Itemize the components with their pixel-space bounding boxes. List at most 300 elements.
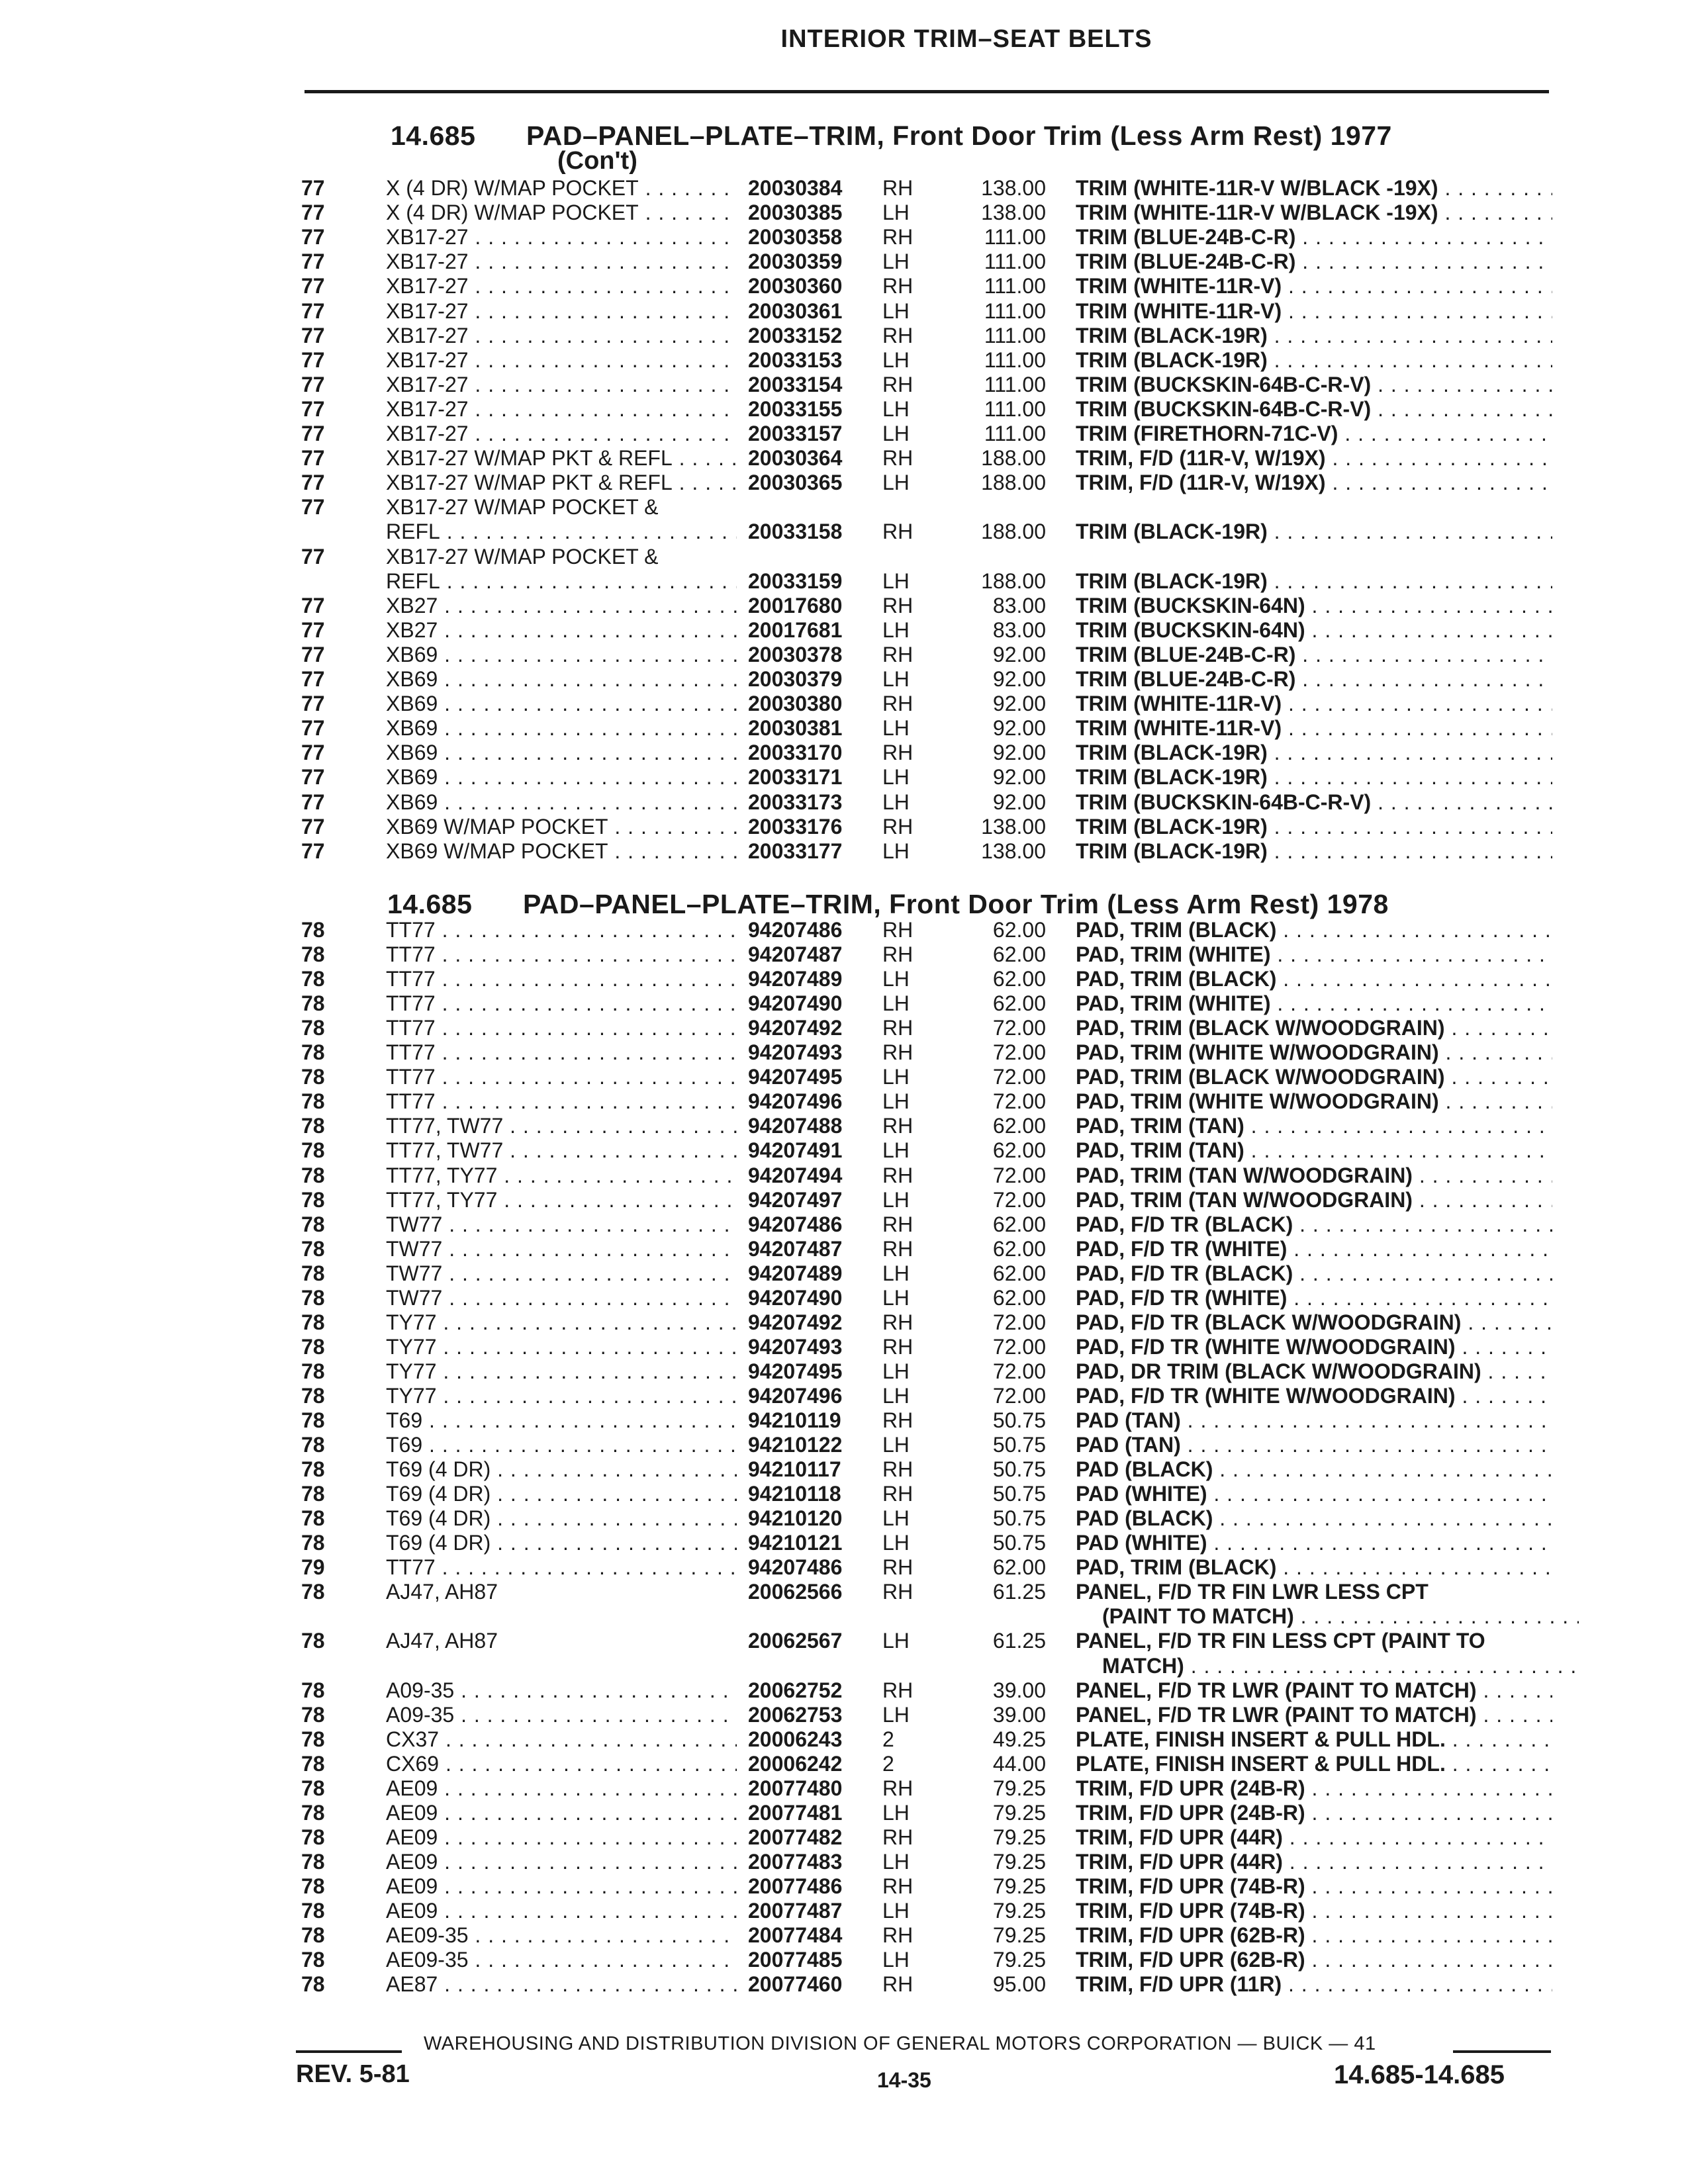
part-number: 94207493 <box>748 1040 843 1065</box>
group-range: 14.685-14.685 <box>1334 2060 1505 2089</box>
description: TRIM, F/D UPR (74B-R) . . . <box>1076 1899 1552 1923</box>
price: 72.00 <box>992 1310 1046 1334</box>
model-code: TT77 . . . <box>386 942 737 967</box>
description: TRIM (BLACK-19R) . . . <box>1076 741 1552 765</box>
description: TRIM (BLUE-24B-C-R) . . . <box>1076 250 1552 274</box>
table-row <box>0 422 1688 446</box>
model-code: T69 . . . <box>386 1408 737 1433</box>
price: 111.00 <box>984 298 1046 323</box>
description: PAD (WHITE) . . . <box>1076 1531 1552 1555</box>
model-code: AJ47, AH87 <box>386 1580 498 1604</box>
model-code: XB17-27 . . . <box>386 373 737 397</box>
side-qty: RH <box>882 1040 914 1065</box>
model-code: XB17-27 W/MAP POCKET & <box>386 544 659 569</box>
side-qty: RH <box>882 1310 914 1334</box>
table-row <box>0 1089 1688 1114</box>
part-number: 94207493 <box>748 1334 843 1359</box>
part-number: 94207495 <box>748 1359 843 1383</box>
model-code: X (4 DR) W/MAP POCKET . . . <box>386 201 737 225</box>
price: 111.00 <box>984 225 1046 250</box>
side-qty: RH <box>882 323 914 347</box>
model-year: 78 <box>301 1506 325 1531</box>
side-qty: LH <box>882 1506 910 1531</box>
part-number: 20030361 <box>748 298 843 323</box>
side-qty: RH <box>882 1457 914 1482</box>
description: TRIM, F/D UPR (11R) . . . <box>1076 1972 1552 1997</box>
price: 72.00 <box>992 1359 1046 1383</box>
model-code: AE87 . . . <box>386 1972 737 1997</box>
table-row <box>0 991 1688 1016</box>
description: PAD, TRIM (BLACK W/WOODGRAIN) . . . <box>1076 1065 1552 1089</box>
model-year: 78 <box>301 1114 325 1138</box>
table-row <box>0 397 1688 422</box>
description: TRIM (BLUE-24B-C-R) . . . <box>1076 643 1552 667</box>
description: PAD, F/D TR (WHITE W/WOODGRAIN) . . . <box>1076 1335 1552 1359</box>
description: PAD (BLACK) . . . <box>1076 1457 1552 1482</box>
model-year: 78 <box>301 1310 325 1334</box>
side-qty: RH <box>882 1212 914 1236</box>
table-row <box>0 1016 1688 1040</box>
model-code: XB69 . . . <box>386 765 737 790</box>
price: 62.00 <box>992 1212 1046 1236</box>
table-row <box>0 1972 1688 1997</box>
table-row <box>0 1825 1688 1850</box>
model-year: 79 <box>301 1555 325 1580</box>
model-code: TT77, TW77 . . . <box>386 1114 737 1138</box>
model-code: REFL . . . <box>386 520 737 544</box>
description: PAD, TRIM (BLACK) . . . <box>1076 967 1552 991</box>
side-qty: RH <box>882 446 914 471</box>
part-number: 94207494 <box>748 1163 843 1187</box>
description: TRIM (BLACK-19R) . . . <box>1076 839 1552 864</box>
part-number: 20030365 <box>748 471 843 495</box>
side-qty: RH <box>882 593 914 617</box>
price: 39.00 <box>992 1702 1046 1727</box>
side-qty: RH <box>882 1334 914 1359</box>
model-code: XB27 . . . <box>386 618 737 643</box>
model-year: 77 <box>301 593 325 617</box>
table-row <box>0 1874 1688 1899</box>
description: TRIM (BUCKSKIN-64B-C-R-V) . . . <box>1076 790 1552 815</box>
price: 62.00 <box>992 1285 1046 1310</box>
model-year: 78 <box>301 1016 325 1040</box>
model-code: TW77 . . . <box>386 1261 737 1286</box>
model-year: 78 <box>301 1899 325 1923</box>
model-year: 77 <box>301 298 325 323</box>
model-year: 78 <box>301 1138 325 1163</box>
price: 79.25 <box>992 1899 1046 1923</box>
price: 44.00 <box>992 1751 1046 1776</box>
page-header <box>305 25 1549 54</box>
price: 72.00 <box>992 1187 1046 1212</box>
price: 95.00 <box>992 1972 1046 1997</box>
table-row <box>0 299 1688 324</box>
side-qty: RH <box>882 1874 914 1898</box>
price: 72.00 <box>992 1334 1046 1359</box>
table-row <box>0 942 1688 967</box>
description: TRIM, F/D (11R-V, W/19X) . . . <box>1076 446 1552 471</box>
page-title: INTERIOR TRIM–SEAT BELTS <box>780 25 1152 53</box>
table-row <box>0 348 1688 373</box>
model-year: 78 <box>301 1212 325 1236</box>
model-year: 78 <box>301 1359 325 1383</box>
price: 92.00 <box>992 765 1046 790</box>
model-code: XB69 . . . <box>386 790 737 815</box>
model-year: 78 <box>301 1482 325 1506</box>
price: 188.00 <box>981 446 1046 471</box>
price: 72.00 <box>992 1065 1046 1089</box>
side-qty: LH <box>882 1531 910 1555</box>
table-row <box>0 446 1688 471</box>
description: TRIM (BLACK-19R) . . . <box>1076 815 1552 839</box>
model-year: 78 <box>301 1334 325 1359</box>
model-year: 77 <box>301 617 325 642</box>
side-qty: LH <box>882 1383 910 1408</box>
table-row <box>0 545 1688 569</box>
side-qty: LH <box>882 991 910 1016</box>
model-year: 77 <box>301 176 325 200</box>
model-code: TT77 . . . <box>386 1555 737 1580</box>
side-qty: LH <box>882 1359 910 1383</box>
model-code: TT77, TW77 . . . <box>386 1138 737 1163</box>
model-code: T69 (4 DR) . . . <box>386 1531 737 1555</box>
description: TRIM (BUCKSKIN-64N) . . . <box>1076 618 1552 643</box>
model-code: XB69 . . . <box>386 716 737 741</box>
model-code: AE09 . . . <box>386 1825 737 1850</box>
model-year: 78 <box>301 1702 325 1727</box>
side-qty: LH <box>882 617 910 642</box>
model-code: XB17-27 . . . <box>386 422 737 446</box>
model-year: 78 <box>301 1285 325 1310</box>
header-rule <box>305 90 1549 93</box>
description: PANEL, F/D TR FIN LWR LESS CPT <box>1076 1580 1429 1604</box>
price: 49.25 <box>992 1727 1046 1751</box>
model-code: CX69 . . . <box>386 1752 737 1776</box>
price: 138.00 <box>981 201 1046 225</box>
description: TRIM, F/D UPR (62B-R) . . . <box>1076 1948 1552 1972</box>
table-row <box>0 1359 1688 1384</box>
side-qty: RH <box>882 918 914 942</box>
model-year: 77 <box>301 765 325 790</box>
model-code: TT77, TY77 . . . <box>386 1163 737 1188</box>
side-qty: RH <box>882 520 914 544</box>
table-row <box>0 1163 1688 1188</box>
part-number: 20033171 <box>748 765 843 790</box>
table-row <box>0 815 1688 839</box>
description: PAD, DR TRIM (BLACK W/WOODGRAIN) . . . <box>1076 1359 1552 1384</box>
part-number: 20030360 <box>748 274 843 298</box>
price: 79.25 <box>992 1825 1046 1849</box>
price: 188.00 <box>981 471 1046 495</box>
part-number: 94207496 <box>748 1383 843 1408</box>
model-year: 77 <box>301 274 325 298</box>
table-row <box>0 1114 1688 1138</box>
side-qty: RH <box>882 1825 914 1849</box>
description: TRIM, F/D UPR (24B-R) . . . <box>1076 1776 1552 1801</box>
model-code: TY77 . . . <box>386 1335 737 1359</box>
model-year: 77 <box>301 692 325 716</box>
model-code: XB17-27 W/MAP PKT & REFL . . . <box>386 471 737 495</box>
part-number: 20030358 <box>748 225 843 250</box>
price: 72.00 <box>992 1089 1046 1114</box>
model-code: XB17-27 . . . <box>386 225 737 250</box>
side-qty: RH <box>882 1114 914 1138</box>
side-qty: LH <box>882 1433 910 1457</box>
model-year: 78 <box>301 1678 325 1702</box>
model-year: 77 <box>301 372 325 396</box>
table-row <box>0 1654 1688 1678</box>
model-year: 77 <box>301 790 325 814</box>
model-code: AE09 . . . <box>386 1776 737 1801</box>
part-number: 20062566 <box>748 1580 843 1604</box>
side-qty: RH <box>882 814 914 839</box>
side-qty: LH <box>882 1629 910 1653</box>
price: 79.25 <box>992 1800 1046 1825</box>
model-code: A09-35 . . . <box>386 1678 737 1703</box>
description: PAD, F/D TR (BLACK) . . . <box>1076 1261 1552 1286</box>
price: 92.00 <box>992 716 1046 741</box>
description: MATCH) . . . <box>1102 1654 1579 1678</box>
description: TRIM, F/D UPR (74B-R) . . . <box>1076 1874 1552 1899</box>
description: TRIM (BLUE-24B-C-R) . . . <box>1076 225 1552 250</box>
part-number: 94207490 <box>748 1285 843 1310</box>
part-number: 94207492 <box>748 1016 843 1040</box>
model-code: XB17-27 . . . <box>386 348 737 373</box>
side-qty: LH <box>882 1948 910 1972</box>
table-row <box>0 471 1688 495</box>
table-row <box>0 495 1688 520</box>
side-qty: 2 <box>882 1751 894 1776</box>
part-number: 20033176 <box>748 814 843 839</box>
part-number: 20077483 <box>748 1849 843 1874</box>
description: PAD, TRIM (TAN) . . . <box>1076 1114 1552 1138</box>
model-code: AE09-35 . . . <box>386 1923 737 1948</box>
table-row <box>0 618 1688 643</box>
description: PANEL, F/D TR FIN LESS CPT (PAINT TO <box>1076 1629 1485 1653</box>
part-number: 94207486 <box>748 918 843 942</box>
part-number: 20077482 <box>748 1825 843 1849</box>
description: PAD, TRIM (WHITE W/WOODGRAIN) . . . <box>1076 1040 1552 1065</box>
table-row <box>0 1040 1688 1065</box>
part-number: 94207486 <box>748 1212 843 1236</box>
model-year: 78 <box>301 1187 325 1212</box>
model-year: 78 <box>301 1727 325 1751</box>
part-number: 20077460 <box>748 1972 843 1997</box>
model-year: 78 <box>301 942 325 967</box>
table-row <box>0 1212 1688 1237</box>
price: 92.00 <box>992 741 1046 765</box>
side-qty: LH <box>882 1138 910 1163</box>
model-code: TT77, TY77 . . . <box>386 1188 737 1212</box>
model-year: 78 <box>301 1408 325 1432</box>
part-number: 20077484 <box>748 1923 843 1948</box>
side-qty: RH <box>882 1923 914 1948</box>
model-code: AE09 . . . <box>386 1874 737 1899</box>
price: 39.00 <box>992 1678 1046 1702</box>
part-number: 20030381 <box>748 716 843 741</box>
side-qty: LH <box>882 1187 910 1212</box>
model-year: 78 <box>301 1776 325 1800</box>
part-number: 94207497 <box>748 1187 843 1212</box>
description: TRIM (FIRETHORN-71C-V) . . . <box>1076 422 1552 446</box>
model-code: XB17-27 . . . <box>386 397 737 422</box>
table-row <box>0 1555 1688 1580</box>
model-year: 78 <box>301 1629 325 1653</box>
model-year: 78 <box>301 1849 325 1874</box>
model-code: TT77 . . . <box>386 1089 737 1114</box>
table-row <box>0 324 1688 348</box>
model-year: 77 <box>301 544 325 569</box>
price: 79.25 <box>992 1849 1046 1874</box>
price: 83.00 <box>992 617 1046 642</box>
table-row <box>0 667 1688 692</box>
model-year: 77 <box>301 495 325 520</box>
model-code: T69 (4 DR) . . . <box>386 1482 737 1506</box>
model-year: 77 <box>301 741 325 765</box>
description: PAD, TRIM (BLACK W/WOODGRAIN) . . . <box>1076 1016 1552 1040</box>
side-qty: LH <box>882 1702 910 1727</box>
side-qty: LH <box>882 1261 910 1285</box>
part-number: 20077486 <box>748 1874 843 1898</box>
part-number: 94207495 <box>748 1065 843 1089</box>
model-code: T69 . . . <box>386 1433 737 1457</box>
table-row <box>0 1433 1688 1457</box>
model-year: 78 <box>301 1040 325 1065</box>
description: TRIM, F/D UPR (24B-R) . . . <box>1076 1801 1552 1825</box>
table-row <box>0 569 1688 594</box>
table-row <box>0 1506 1688 1531</box>
table-row <box>0 1678 1688 1703</box>
model-code: XB17-27 W/MAP PKT & REFL . . . <box>386 446 737 471</box>
table-row <box>0 1727 1688 1752</box>
price: 92.00 <box>992 790 1046 814</box>
model-code: TY77 . . . <box>386 1384 737 1408</box>
part-number: 20033158 <box>748 520 843 544</box>
side-qty: LH <box>882 201 910 225</box>
model-year: 77 <box>301 323 325 347</box>
part-number: 20030379 <box>748 667 843 691</box>
section-number: 14.685 <box>391 120 476 151</box>
table-row <box>0 1065 1688 1089</box>
description: TRIM (WHITE-11R-V) . . . <box>1076 299 1552 324</box>
table-row <box>0 1237 1688 1261</box>
side-qty: RH <box>882 1236 914 1261</box>
description: PAD, F/D TR (WHITE W/WOODGRAIN) . . . <box>1076 1384 1552 1408</box>
model-code: AE09 . . . <box>386 1801 737 1825</box>
description: TRIM (BLACK-19R) . . . <box>1076 324 1552 348</box>
price: 50.75 <box>992 1433 1046 1457</box>
side-qty: RH <box>882 692 914 716</box>
price: 61.25 <box>992 1580 1046 1604</box>
model-code: XB69 . . . <box>386 643 737 667</box>
price: 111.00 <box>984 323 1046 347</box>
side-qty: LH <box>882 790 910 814</box>
side-qty: LH <box>882 250 910 274</box>
part-number: 20006243 <box>748 1727 843 1751</box>
model-year: 77 <box>301 471 325 495</box>
section-title-1978 <box>387 889 1389 920</box>
part-number: 20030359 <box>748 250 843 274</box>
table-row <box>0 839 1688 864</box>
side-qty: RH <box>882 274 914 298</box>
price: 50.75 <box>992 1482 1046 1506</box>
model-year: 78 <box>301 1065 325 1089</box>
table-row <box>0 1138 1688 1163</box>
price: 111.00 <box>984 274 1046 298</box>
side-qty: LH <box>882 1089 910 1114</box>
model-year: 77 <box>301 250 325 274</box>
footer-rule <box>296 2050 402 2053</box>
section-title-1977 <box>391 120 1392 152</box>
description: PAD (WHITE) . . . <box>1076 1482 1552 1506</box>
side-qty: LH <box>882 667 910 691</box>
model-year: 77 <box>301 396 325 421</box>
side-qty: RH <box>882 642 914 666</box>
model-year: 77 <box>301 201 325 225</box>
side-qty: LH <box>882 1285 910 1310</box>
model-year: 77 <box>301 225 325 250</box>
model-year: 77 <box>301 716 325 741</box>
part-number: 94207486 <box>748 1555 843 1580</box>
price: 62.00 <box>992 1114 1046 1138</box>
table-row <box>0 1948 1688 1972</box>
model-code: A09-35 . . . <box>386 1703 737 1727</box>
model-year: 78 <box>301 1923 325 1948</box>
part-number: 20077487 <box>748 1899 843 1923</box>
description: PAD (TAN) . . . <box>1076 1433 1552 1457</box>
model-year: 78 <box>301 1089 325 1114</box>
model-code: TT77 . . . <box>386 1016 737 1040</box>
part-number: 20077481 <box>748 1800 843 1825</box>
description: PLATE, FINISH INSERT & PULL HDL. . . . <box>1076 1752 1552 1776</box>
model-year: 77 <box>301 814 325 839</box>
side-qty: LH <box>882 967 910 991</box>
description: PAD, F/D TR (WHITE) . . . <box>1076 1237 1552 1261</box>
model-code: TT77 . . . <box>386 1065 737 1089</box>
price: 111.00 <box>984 422 1046 445</box>
part-number: 94207487 <box>748 942 843 967</box>
model-code: X (4 DR) W/MAP POCKET . . . <box>386 176 737 201</box>
model-code: AE09 . . . <box>386 1850 737 1874</box>
description: PLATE, FINISH INSERT & PULL HDL. . . . <box>1076 1727 1552 1752</box>
side-qty: RH <box>882 176 914 200</box>
model-year: 78 <box>301 967 325 991</box>
table-row <box>0 250 1688 274</box>
model-code: T69 (4 DR) . . . <box>386 1506 737 1531</box>
table-row <box>0 1531 1688 1555</box>
description: PAD, TRIM (BLACK) . . . <box>1076 1555 1552 1580</box>
description: PAD, F/D TR (BLACK) . . . <box>1076 1212 1552 1237</box>
price: 72.00 <box>992 1016 1046 1040</box>
description: PANEL, F/D TR LWR (PAINT TO MATCH) . . . <box>1076 1678 1552 1703</box>
part-number: 20033159 <box>748 569 843 593</box>
description: TRIM (BUCKSKIN-64B-C-R-V) . . . <box>1076 397 1552 422</box>
side-qty: LH <box>882 298 910 323</box>
part-number: 94207489 <box>748 1261 843 1285</box>
description: PAD, TRIM (TAN W/WOODGRAIN) . . . <box>1076 1188 1552 1212</box>
side-qty: LH <box>882 1899 910 1923</box>
side-qty: LH <box>882 1800 910 1825</box>
model-code: XB69 W/MAP POCKET . . . <box>386 839 737 864</box>
model-code: AJ47, AH87 <box>386 1629 498 1653</box>
part-number: 20033153 <box>748 347 843 372</box>
part-number: 20017681 <box>748 617 843 642</box>
table-row <box>0 967 1688 991</box>
part-number: 94207488 <box>748 1114 843 1138</box>
model-code: XB69 . . . <box>386 741 737 765</box>
part-number: 94207489 <box>748 967 843 991</box>
description: PANEL, F/D TR LWR (PAINT TO MATCH) . . . <box>1076 1703 1552 1727</box>
